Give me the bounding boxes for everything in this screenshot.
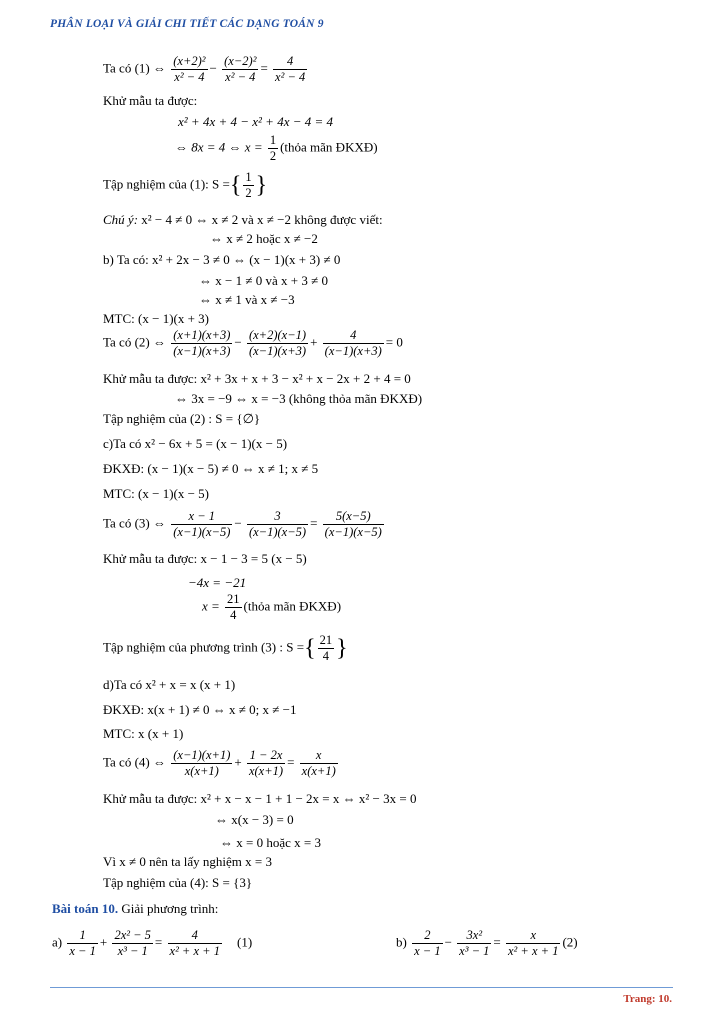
eq-b7: ⇔ 3x = −9 ⇔ x = −3 (không thỏa mãn ĐKXĐ) (175, 391, 423, 406)
eq-c3: MTC: (x − 1)(x − 5) (103, 486, 210, 501)
eq-a1: Ta có (1) ⇔ $\frac{\text{(x+2)²}}{\text{x² − 4}}$ − $\frac{\text{(x−2)²}}{\text{x² − 4}}$ = $\frac{4}{\text{x² − 4}}$ (103, 54, 306, 84)
note-a7: ⇔ x ≠ 2 hoặc x ≠ −2 (210, 231, 318, 246)
eq-c2: ĐKXĐ: (x − 1)(x − 5) ≠ 0 ⇔ x ≠ 1; x ≠ 5 (103, 461, 319, 476)
eq-c1: c)Ta có x² − 6x + 5 = (x − 1)(x − 5) (103, 436, 288, 451)
eq-d9: Tập nghiệm của (4): S = {3} (103, 875, 253, 890)
eq-c6: −4x = −21 (188, 575, 247, 590)
page-header: PHÂN LOẠI VÀ GIẢI CHI TIẾT CÁC DẠNG TOÁN 9 (50, 18, 324, 30)
footer-divider (50, 987, 673, 988)
text-a2: Khử mẫu ta được: (103, 93, 198, 108)
problem-10a: a) $\frac{1}{x - 1}$ + $\frac{\text{2x² − 5}}{\text{x³ − 1}}$ = $\frac{4}{\text{x² + x + 1}}$ (1) (52, 928, 253, 958)
eq-d4: Ta có (4) ⇔ $\frac{(x-1)(x+1)}{x(x+1)}$ + $\frac{1 - 2x}{x(x+1)}$ = $\frac{x}{x(x+1)}$ (103, 748, 336, 778)
eq-c7: x = $\frac{21}{4}$ (thỏa mãn ĐKXĐ) (202, 592, 342, 622)
eq-d8: Vì x ≠ 0 nên ta lấy nghiệm x = 3 (103, 854, 272, 869)
eq-b3: ⇔ x ≠ 1 và x ≠ −3 (199, 292, 295, 307)
problem-10-title: Bài toán 10. Giải phương trình: (52, 901, 219, 916)
eq-b5: Ta có (2) ⇔ $\frac{(x+1)(x+3)}{(x-1)(x+3)}$ − $\frac{(x+2)(x-1)}{(x-1)(x+3)}$ + $\frac{4}{(x-1)(x+3)}$ = 0 (103, 328, 403, 358)
eq-d5: Khử mẫu ta được: x² + x − x − 1 + 1 − 2x = x ⇔ x² − 3x = 0 (103, 791, 417, 806)
eq-a3: x² + 4x + 4 − x² + 4x − 4 = 4 (178, 114, 334, 129)
eq-c4: Ta có (3) ⇔ $\frac{x - 1}{(x-1)(x-5)}$ − $\frac{3}{(x-1)(x-5)}$ = $\frac{5(x-5)}{(x-1)(x-5)}$ (103, 509, 382, 539)
eq-a5: Tập nghiệm của (1): S ={ $\frac{1}{2}$ } (103, 170, 268, 200)
eq-b8: Tập nghiệm của (2) : S = {∅} (103, 411, 261, 426)
eq-b1: b) Ta có: x² + 2x − 3 ≠ 0 ⇔ (x − 1)(x + 3) ≠ 0 (103, 252, 341, 267)
eq-d3: MTC: x (x + 1) (103, 726, 184, 741)
eq-b2: ⇔ x − 1 ≠ 0 và x + 3 ≠ 0 (199, 273, 328, 288)
eq-d2: ĐKXĐ: x(x + 1) ≠ 0 ⇔ x ≠ 0; x ≠ −1 (103, 702, 297, 717)
problem-10b: b) $\frac{2}{x - 1}$ − $\frac{\text{3x²}}{\text{x³ − 1}}$ = $\frac{x}{\text{x² + x + 1}}$ (2) (396, 928, 578, 958)
eq-b6: Khử mẫu ta được: x² + 3x + x + 3 − x² + x − 2x + 2 + 4 = 0 (103, 371, 411, 386)
note-a6: Chú ý: x² − 4 ≠ 0 ⇔ x ≠ 2 và x ≠ −2 không được viết: (103, 212, 383, 227)
eq-c8: Tập nghiệm của phương trình (3) : S ={ $\frac{21}{4}$ } (103, 633, 348, 663)
eq-d1: d)Ta có x² + x = x (x + 1) (103, 677, 236, 692)
eq-d7: ⇔ x = 0 hoặc x = 3 (220, 835, 321, 850)
eq-b4: MTC: (x − 1)(x + 3) (103, 311, 210, 326)
eq-d6: ⇔ x(x − 3) = 0 (215, 812, 294, 827)
eq-c5: Khử mẫu ta được: x − 1 − 3 = 5 (x − 5) (103, 551, 307, 566)
eq-a4: ⇔ 8x = 4 ⇔ x = $\frac{1}{2}$ (thỏa mãn ĐKXĐ) (175, 133, 378, 163)
page-number: Trang: 10. (623, 993, 672, 1005)
